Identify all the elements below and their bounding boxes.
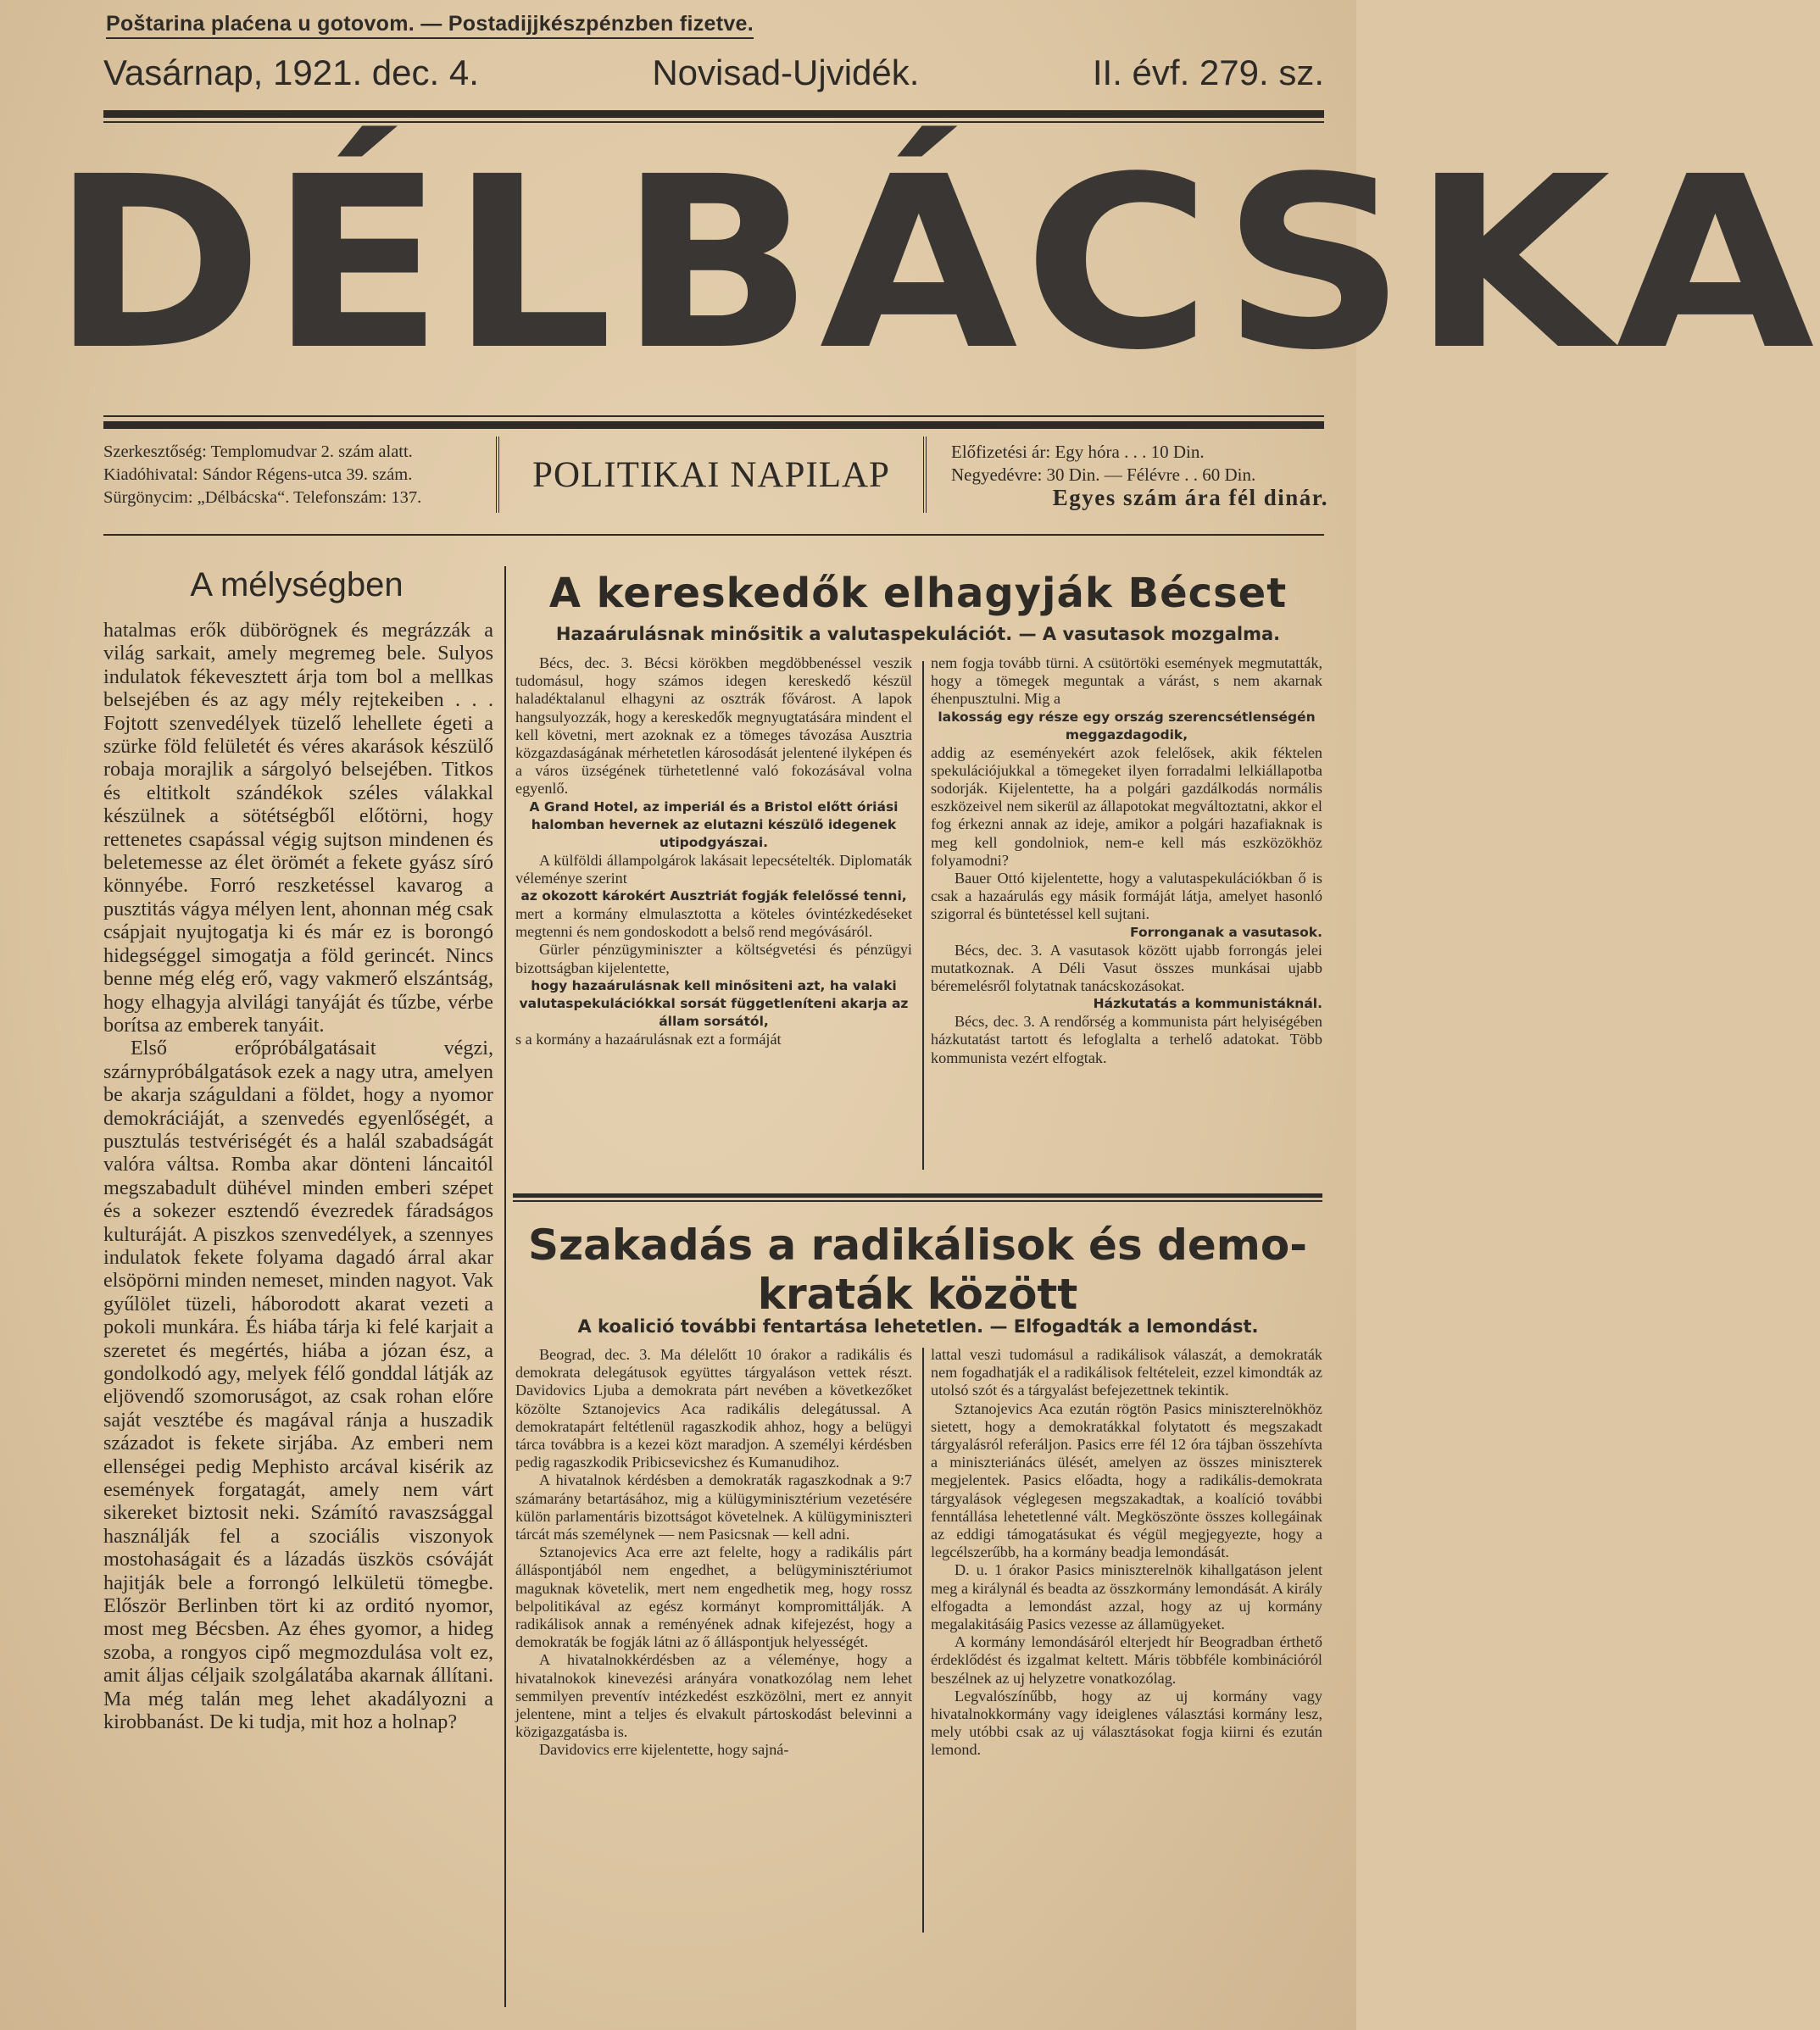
paper-subtitle (496, 437, 927, 513)
article3-paragraph: Davidovics erre kijelentette, hogy sajná- (539, 1741, 789, 1759)
column-divider-left (504, 566, 506, 2007)
article2-paragraph: Bécs, dec. 3. Bécsi körökben megdöbbenéssel veszik tudomásul, hogy számos idegen kereskedő készül haladéktalanul elhagyni az osztrák fővárost. A lapok hangsulyozzák, hogy a kereskedők megnyugtatására mindent el kell követni, mert azoknak ez a tömeges távozása Ausztria közgazdaságának mérhetetlen károsodását jelentené ilyképen és a város üzségének türhetetlenné való fokozásával volna egyenlő. (515, 654, 912, 798)
column-divider-right-bottom (922, 1348, 924, 1933)
article2-bold-line: lakosság egy része egy ország szerencsétlenségén meggazdagodik, (938, 709, 1316, 742)
top-rule-thin (103, 121, 1324, 123)
masthead-title: DÉLBÁCSKA (50, 126, 1820, 403)
article3-paragraph: Sztanojevics Aca ezután rögtön Pasics miniszterelnökhöz sietett, hogy a demokratákkal folytatott és megszakadt tárgyalásról referáljon. Pasics erre fél 12 óra tájban összehívta a miniszteriánács ülését, amelyen az összes miniszterek megjelentek. Pasics előadta, hogy a radikális-demokrata tárgyalások véglegesen megszakadtak, a koalíció további fenntállása lehetetlenné vált. Megköszönte összes kollegáinak az eddigi támogatásukat és végül megjegyezte, hogy a legcélszerűbb, ha a kormány beadja lemondását. (931, 1399, 1322, 1561)
article-separator-thin (513, 1200, 1322, 1202)
article2-paragraph: s a kormány a hazaárulásnak ezt a formáját (515, 1030, 782, 1048)
editorial-office: Szerkesztőség: Templomudvar 2. szám alatt. (103, 442, 413, 461)
article2-bold-line: az okozott károkért Ausztriát fogják felelőssé tenni, (520, 888, 907, 904)
issue-number: II. évf. 279. sz. (1092, 53, 1324, 92)
article1-headline: A mélységben (190, 566, 404, 603)
masthead-rule-thin (103, 415, 1324, 417)
article1-body (103, 619, 493, 1734)
dateline (103, 53, 1324, 93)
masthead-rule (103, 421, 1324, 429)
article2-column-right (931, 654, 1322, 1067)
publishing-office: Kiadóhivatal: Sándor Régens-utca 39. szám. (103, 465, 413, 484)
article1-paragraph: Első erőpróbálgatásait végzi, szárnypróbálgatások ezek a nagy utra, amelyen be akarja száguldani a földet, hogy a nyomor demokráciáját, a szenvedés egyenlőségét, a pusztulás testvériségét és a halál szabadságát valóra váltsa. Romba akar dönteni láncaitól megszabadult dühével minden emberi szépet és a sokezer esztendő évezredek fáradságos kulturáját. A piszkos szenvedélyek, a szennyes indulatok fekete folyama dagadó árral akar elsöpörni minden nemeset, minden nagyot. Vak gyűlölet tüzeli, háborodott akarat vezeti a pokoli munkára. És hiába tárja ki felé karjait a szeretet és megértés, hiába a józan ész, a gondolkodó agy, melyek félő gonddal látják az eljövendő szomoruságot, az csak rohan előre saját vesztébe és magával ránja a huszadik századot is fekete sirjába. Az emberi nem ellenségei pedig Mephisto arcával kisérik az események forgatagát, amely nem várt sikereket biztosit neki. Számító ravaszsággal használják fel a szociális viszonyok mostohaságait és a lázadás üszkös csóváját hajitják bele a forrongó lelkületü tömegbe. Először Berlinben tört ki az orditó nyomor, most meg Bécsben. Az éhes gyomor, a hideg szoba, a rongyos cipő megmozdulása volt ez, amit áljas céljaik szolgálatába akarnak állítani. Ma még talán meg lehet akadályozni a kirobbanást. De ki tudja, mit hoz a holnap? (103, 1037, 493, 1734)
article2-paragraph: addig az eseményekért azok felelősek, akik féktelen spekulációjukkal a tömegeket ilyen forradalmi lelkiállapotba sodorják. Kijelentette, ha a polgári gazdálkodás normális eszközeivel nem sikerül az állapotokat megváltoztatni, akkor el fog érkezni annak az ideje, amikor a polgári hazafiaknak is meg kell gondolniok, nem-e kell más eszközökhöz folyamodni? (931, 743, 1322, 869)
column-divider-right-top (922, 661, 924, 1170)
article3-subhead: A koalició további fentartása lehetetlen. — Elfogadták a lemondást. (577, 1316, 1259, 1337)
editorial-info (103, 441, 476, 509)
issue-place: Novisad-Ujvidék. (652, 53, 920, 92)
article2-paragraph: Bécs, dec. 3. A rendőrség a kommunista párt helyiségében házkutatást tartott és lefoglalta a terhelő adatokat. Több kommunista vezért elfogtak. (931, 1013, 1322, 1066)
article2-bold-line: hogy hazaárulásnak kell minősiteni azt, ha valaki valutaspekulációkkal sorsát függetleníteni akarja az állam sorsától, (519, 977, 909, 1029)
info-rule (103, 534, 1324, 536)
article2-headline: A kereskedők elhagyják Bécset (548, 570, 1288, 617)
subscription-info (951, 441, 1328, 509)
article-separator (513, 1193, 1322, 1198)
article3-paragraph: D. u. 1 órakor Pasics miniszterelnök kihallgatáson jelent meg a királynál és beadta az összkormány lemondását. A király elfogadta a lemondást azzal, hogy az uj kormány megalakitásáig Pasics vezesse az államügyeket. (931, 1561, 1322, 1633)
article2-column-left (515, 654, 912, 1048)
article2-subhead: Hazaárulásnak minősitik a valutaspekulációt. — A vasutasok mozgalma. (555, 624, 1281, 644)
article2-section-heading: Forronganak a vasutasok. (1130, 924, 1322, 940)
article3-paragraph: lattal veszi tudomásul a radikálisok válaszát, a demokraták nem fogadhatják el a radikálisok feltételeit, ezzel kimondták az utolsó szót és a tárgyalást befejezettnek tekintik. (931, 1346, 1322, 1399)
article3-column-left (515, 1346, 912, 1760)
article3-paragraph: A kormány lemondásáról elterjedt hír Beogradban érthető érdeklődést és izgalmat keltett. Máris többféle kombinációról beszélnek az uj helyzetre vonatkozólag. (931, 1633, 1322, 1687)
article2-paragraph: mert a kormány elmulasztotta a köteles óvintézkedéseket megtenni és nem gondoskodott a belső rend megóvásáról. (515, 905, 912, 941)
issue-date: Vasárnap, 1921. dec. 4. (103, 53, 479, 92)
single-issue-price: Egyes szám ára fél dinár. (1052, 485, 1328, 510)
article3-headline-line: kraták között (757, 1270, 1078, 1319)
article2-paragraph: nem fogja tovább türni. A csütörtöki események megmutatták, hogy a tömegek meguntak a várást, s nem akarnak éhenpusztulni. Mig a (931, 654, 1322, 708)
price-monthly: Előfizetési ár: Egy hóra . . . 10 Din. (951, 442, 1205, 462)
article3-paragraph: Sztanojevics Aca erre azt felelte, hogy a radikális párt álláspontjából nem engedhet, a belügyminisztériumot maguknak követelik, mert nem engedhetik meg, hogy rossz belpolitikával az egész kormányt kompromittálják. A radikálisok annak a reményének adnak kifejezést, hogy a demokraták be fogják látni az ő álláspontjuk helyességét. (515, 1543, 912, 1651)
article3-paragraph: A hivatalnokkérdésben az a véleménye, hogy a hivatalnokok kinevezési arányára vonatkozólag nem lehet semmilyen preventív intézkedést eszközölni, mert ez annyit jelentene, mint a teljes és elvakult pártoskodást belevinni a közigazgatásba is. (515, 1651, 912, 1741)
article3-paragraph: Legvalószínűbb, hogy az uj kormány vagy hivatalnokkormány vagy ideiglenes választási kormány lesz, mely utóbbi csak az uj választásokat fogja kiirni és ezután lemond. (931, 1687, 1322, 1759)
article2-paragraph: Bauer Ottó kijelentette, hogy a valutaspekulációkban ő is csak a hazaárulás egy másik formáját látja, amelyet hasonló szigorral és büntetéssel kell sujtani. (931, 870, 1322, 923)
article2-paragraph: Bécs, dec. 3. A vasutasok között ujabb forrongás jelei mutatkoznak. A Déli Vasut összes munkásai ujabb béremelésről folytatnak tanácskozásokat. (931, 941, 1322, 995)
article3-headline-line: Szakadás a radikálisok és demo- (527, 1221, 1308, 1270)
article3-headline (513, 1221, 1322, 1319)
top-rule (103, 110, 1324, 118)
article3-paragraph: A hivatalnok kérdésben a demokraták ragaszkodnak a 9:7 számarány betartásához, mig a külügyminisztérium vezetésére külön parlamentáris bizottságot követelnek. A külügyminiszteri tárcát más személynek — nem Pasicsnak — kell adni. (515, 1471, 912, 1543)
paper-subtitle-text: POLITIKAI NAPILAP (532, 454, 890, 495)
article2-paragraph: A külföldi állampolgárok lakásait lepecsételték. Diplomaták véleménye szerint (515, 851, 912, 887)
telegraph-phone: Sürgönycim: „Délbácska“. Telefonszám: 137. (103, 488, 422, 507)
postal-note: Poštarina plaćena u gotovom. — Postadijjkészpénzben fizetve. (106, 12, 754, 39)
article3-paragraph: Beograd, dec. 3. Ma délelőtt 10 órakor a radikális és demokrata delegátusok együttes tárgyaláson vettek részt. Davidovics Ljuba a demokrata párt nevében a következőket közölte Sztanojevics Aca radikális delegátussal. A demokratapárt feltétlenül ragaszkodik ahhoz, hogy a belügyi tárca továbbra is a kezei közt maradjon. A személyi kérdésben pedig ragaszkodik Pribicsevicshez és Kumanudihoz. (515, 1346, 912, 1471)
price-quarter-half: Negyedévre: 30 Din. — Félévre . . 60 Din. (951, 464, 1256, 485)
article2-paragraph: Gürler pénzügyminiszter a költségvetési és pénzügyi bizottságban kijelentette, (515, 941, 912, 976)
article1-paragraph: hatalmas erők dübörögnek és megrázzák a világ sarkait, amely megremeg bele. Sulyos indulatok fékevesztett árja tom bol a mellkas belsejében és az agy mély rejtekeiben . . . Fojtott szenvedélyek tüzelő lehellete égeti a szürke föld felületét és véres akarások készülő robaja morajlik a sárgolyó belsejében. Titkos és eltitkolt szándékok széles válakkal készülnek a sötétségből előtörni, hogy rettenetes csapással végig sujtson mindenen és beletemesse az élet örömét a fekete gyász síró könnyébe. Forró reszketéssel kavarog a pusztitás vágya mélyen lent, ahonnan még csak csápjait nyujtogatja ki és már ez is borongó hidegséggel simogatja a föld gerincét. Nincs benne még elég erő, vagy vakmerő elszántság, hogy elhagyja alvilági tanyáját és tűzbe, vérbe borítsa az emberek tanyáit. (103, 619, 493, 1037)
article3-column-right (931, 1346, 1322, 1760)
article2-section-heading: Házkutatás a kommunistáknál. (1093, 996, 1322, 1012)
article2-bold-line: A Grand Hotel, az imperiál és a Bristol előtt óriási halomban hevernek az elutazni készülő idegenek utipodgyászai. (529, 798, 899, 850)
